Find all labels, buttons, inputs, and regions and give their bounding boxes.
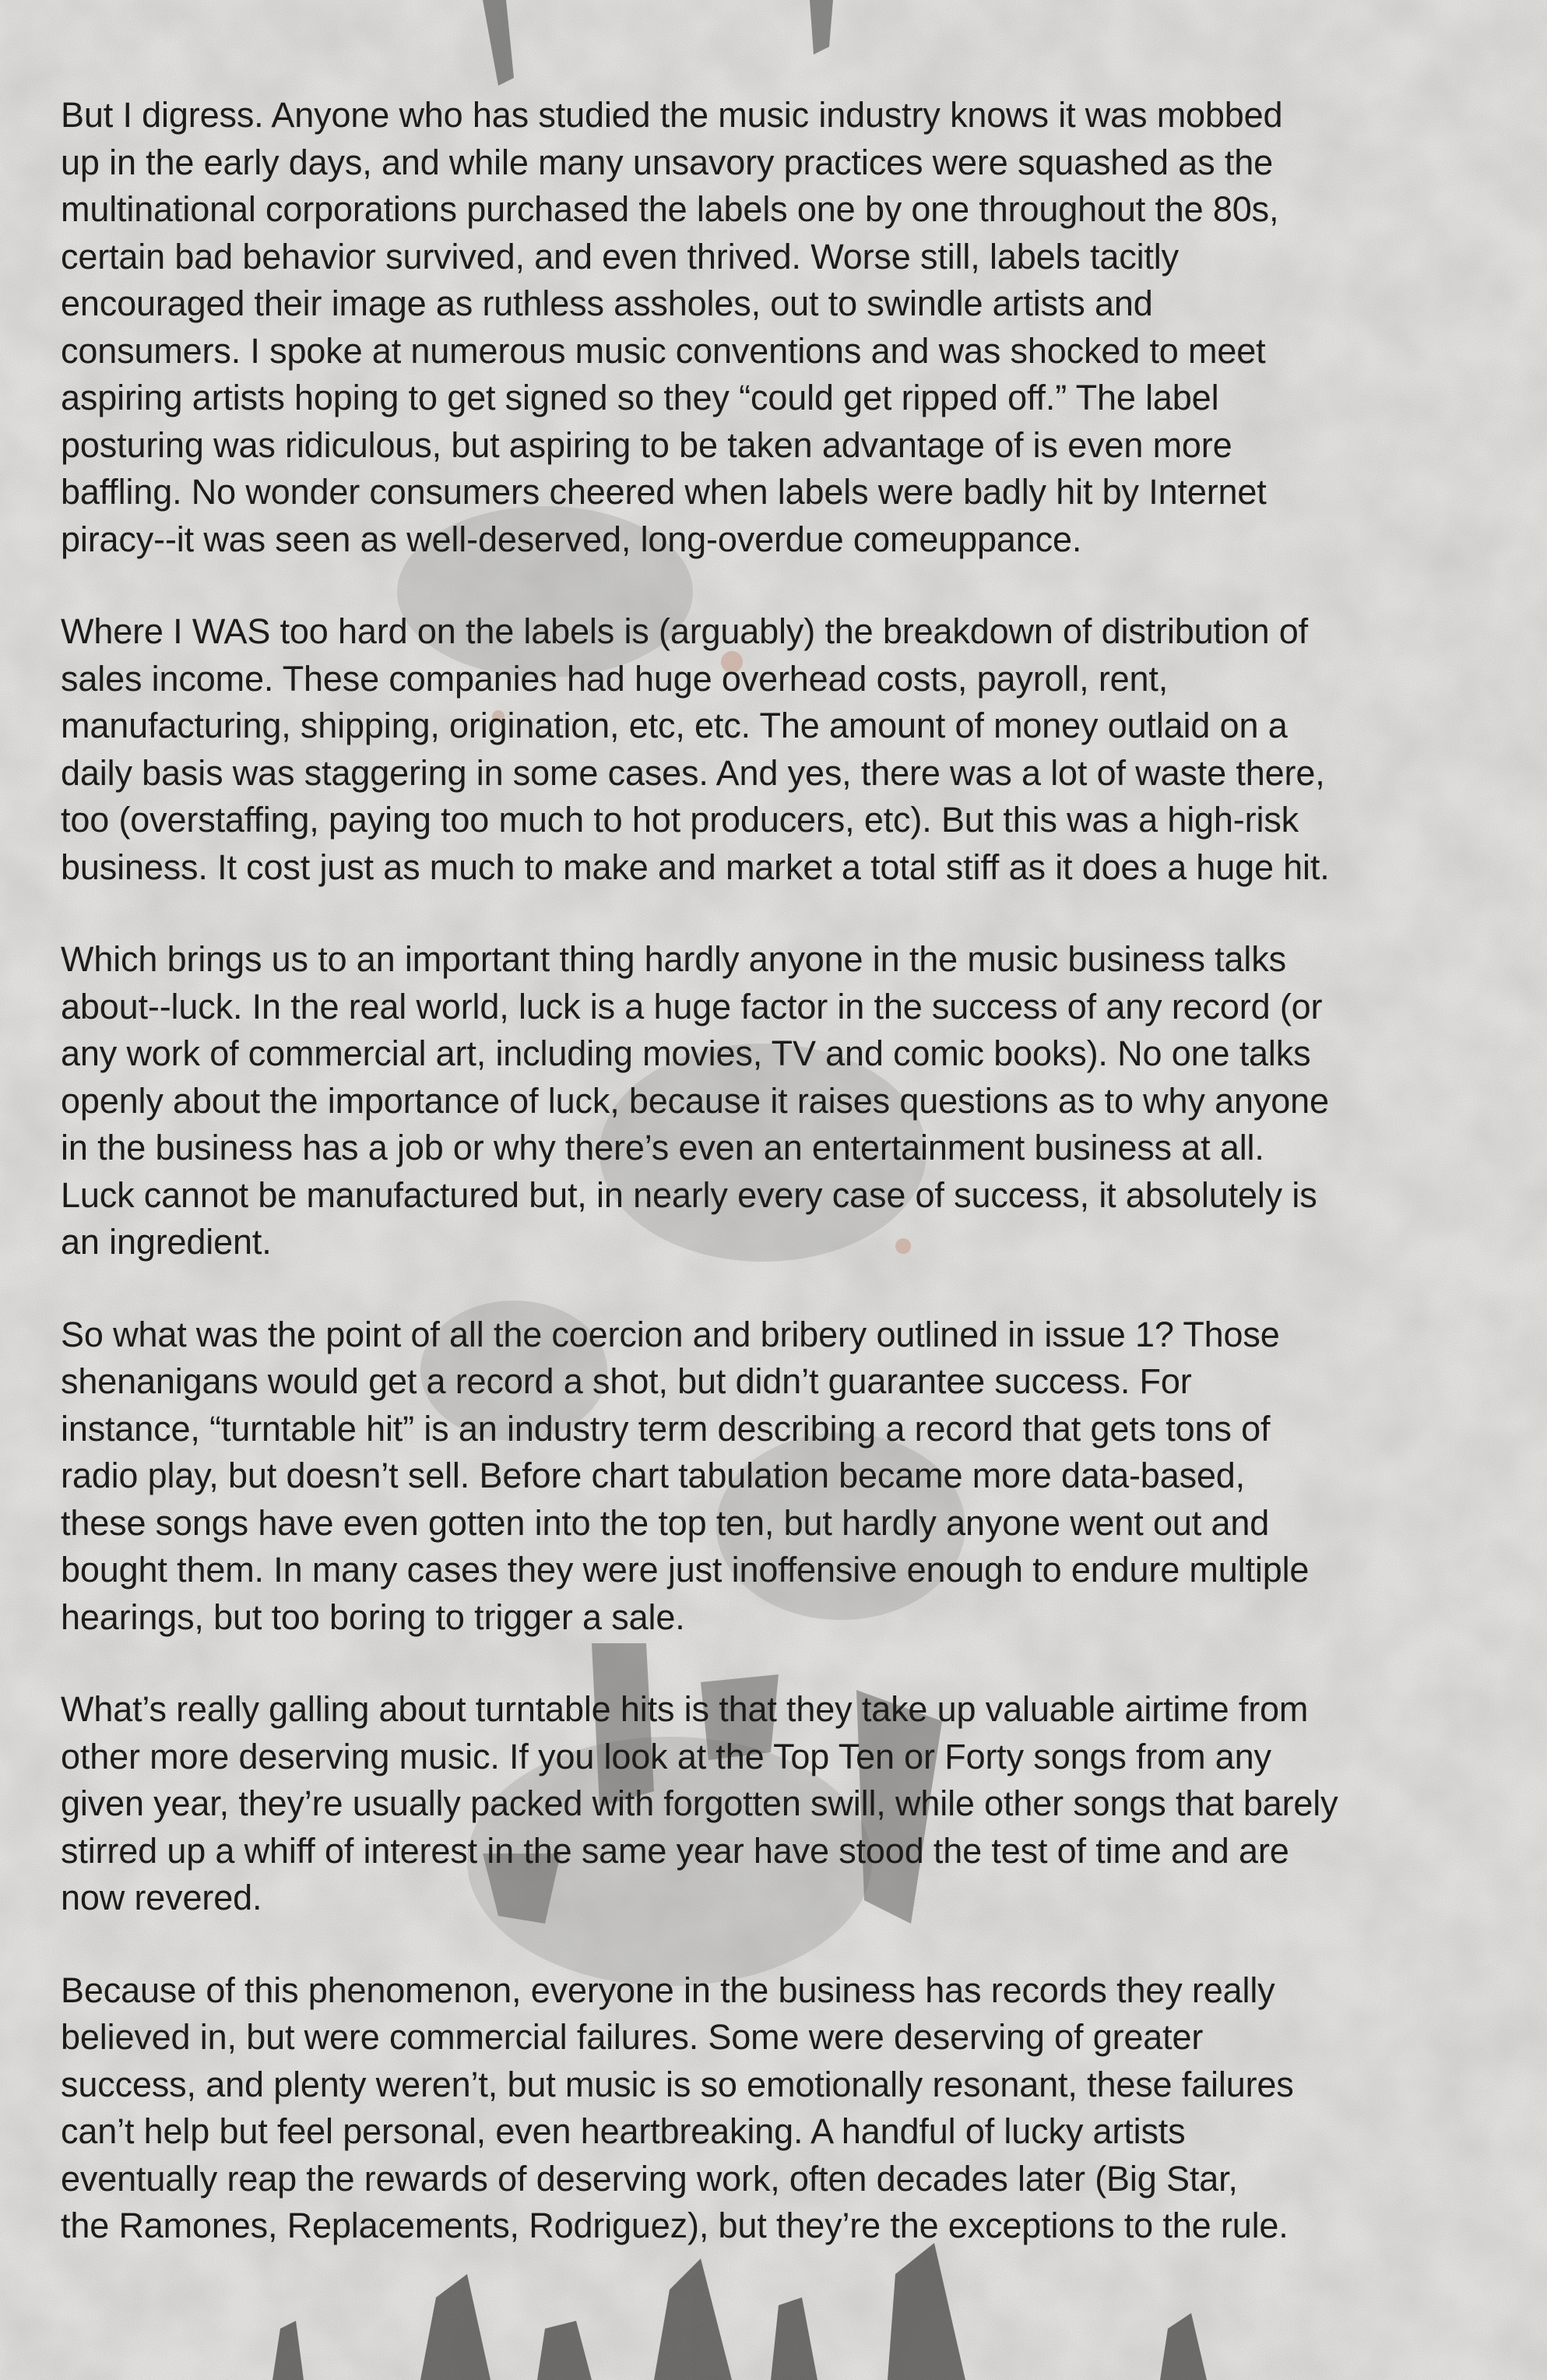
- paragraph-1: But I digress. Anyone who has studied the music industry knows it was mobbed up in the early days, and while many unsavory practices were squashed as the multinational corporations purchased the labels one by one throughout the 80s, certain bad behavior survived, and even thrived. Worse still, labels tacitly encouraged their image as ruthless assholes, out to swindle artists and consumers. I spoke at numerous music conventions and was shocked to meet aspiring artists hoping to get signed so they “could get ripped off.” The label posturing was ridiculous, but aspiring to be taken advantage of is even more baffling. No wonder consumers cheered when labels were badly hit by Internet piracy--it was seen as well-deserved, long-overdue comeuppance.: [61, 95, 1283, 559]
- article-body: [61, 92, 1509, 2250]
- paragraph-6: Because of this phenomenon, everyone in the business has records they really believed in, but were commercial failures. Some were deserving of greater success, and plenty weren’t, but music is so emotionally resonant, these failures can’t help but feel personal, even heartbreaking. A handful of lucky artists eventually reap the rewards of deserving work, often decades later (Big Star, the Ramones, Replacements, Rodriguez), but they’re the exceptions to the rule.: [61, 1970, 1294, 2245]
- paragraph-5: What’s really galling about turntable hits is that they take up valuable airtime from other more deserving music. If you look at the Top Ten or Forty songs from any given year, they’re usually packed with forgotten swill, while other songs that barely stirred up a whiff of interest in the same year have stood the test of time and are now revered.: [61, 1689, 1338, 1917]
- paragraph-2: Where I WAS too hard on the labels is (arguably) the breakdown of distribution of sales income. These companies had huge overhead costs, payroll, rent, manufacturing, shipping, origination, etc, etc. The amount of money outlaid on a daily basis was staggering in some cases. And yes, there was a lot of waste there, too (overstaffing, paying too much to hot producers, etc). But this was a high-risk business. It cost just as much to make and market a total stiff as it does a huge hit.: [61, 611, 1330, 887]
- paragraph-3: Which brings us to an important thing hardly anyone in the music business talks about--luck. In the real world, luck is a huge factor in the success of any record (or any work of commercial art, including movies, TV and comic books). No one talks openly about the importance of luck, because it raises questions as to why anyone in the business has a job or why there’s even an entertainment business at all. Luck cannot be manufactured but, in nearly every case of success, it absolutely is an ingredient.: [61, 939, 1329, 1262]
- paragraph-4: So what was the point of all the coercion and bribery outlined in issue 1? Those shenanigans would get a record a shot, but didn’t guarantee success. For instance, “turntable hit” is an industry term describing a record that gets tons of radio play, but doesn’t sell. Before chart tabulation became more data-based, these songs have even gotten into the top ten, but hardly anyone went out and bought them. In many cases they were just inoffensive enough to endure multiple hearings, but too boring to trigger a sale.: [61, 1314, 1310, 1637]
